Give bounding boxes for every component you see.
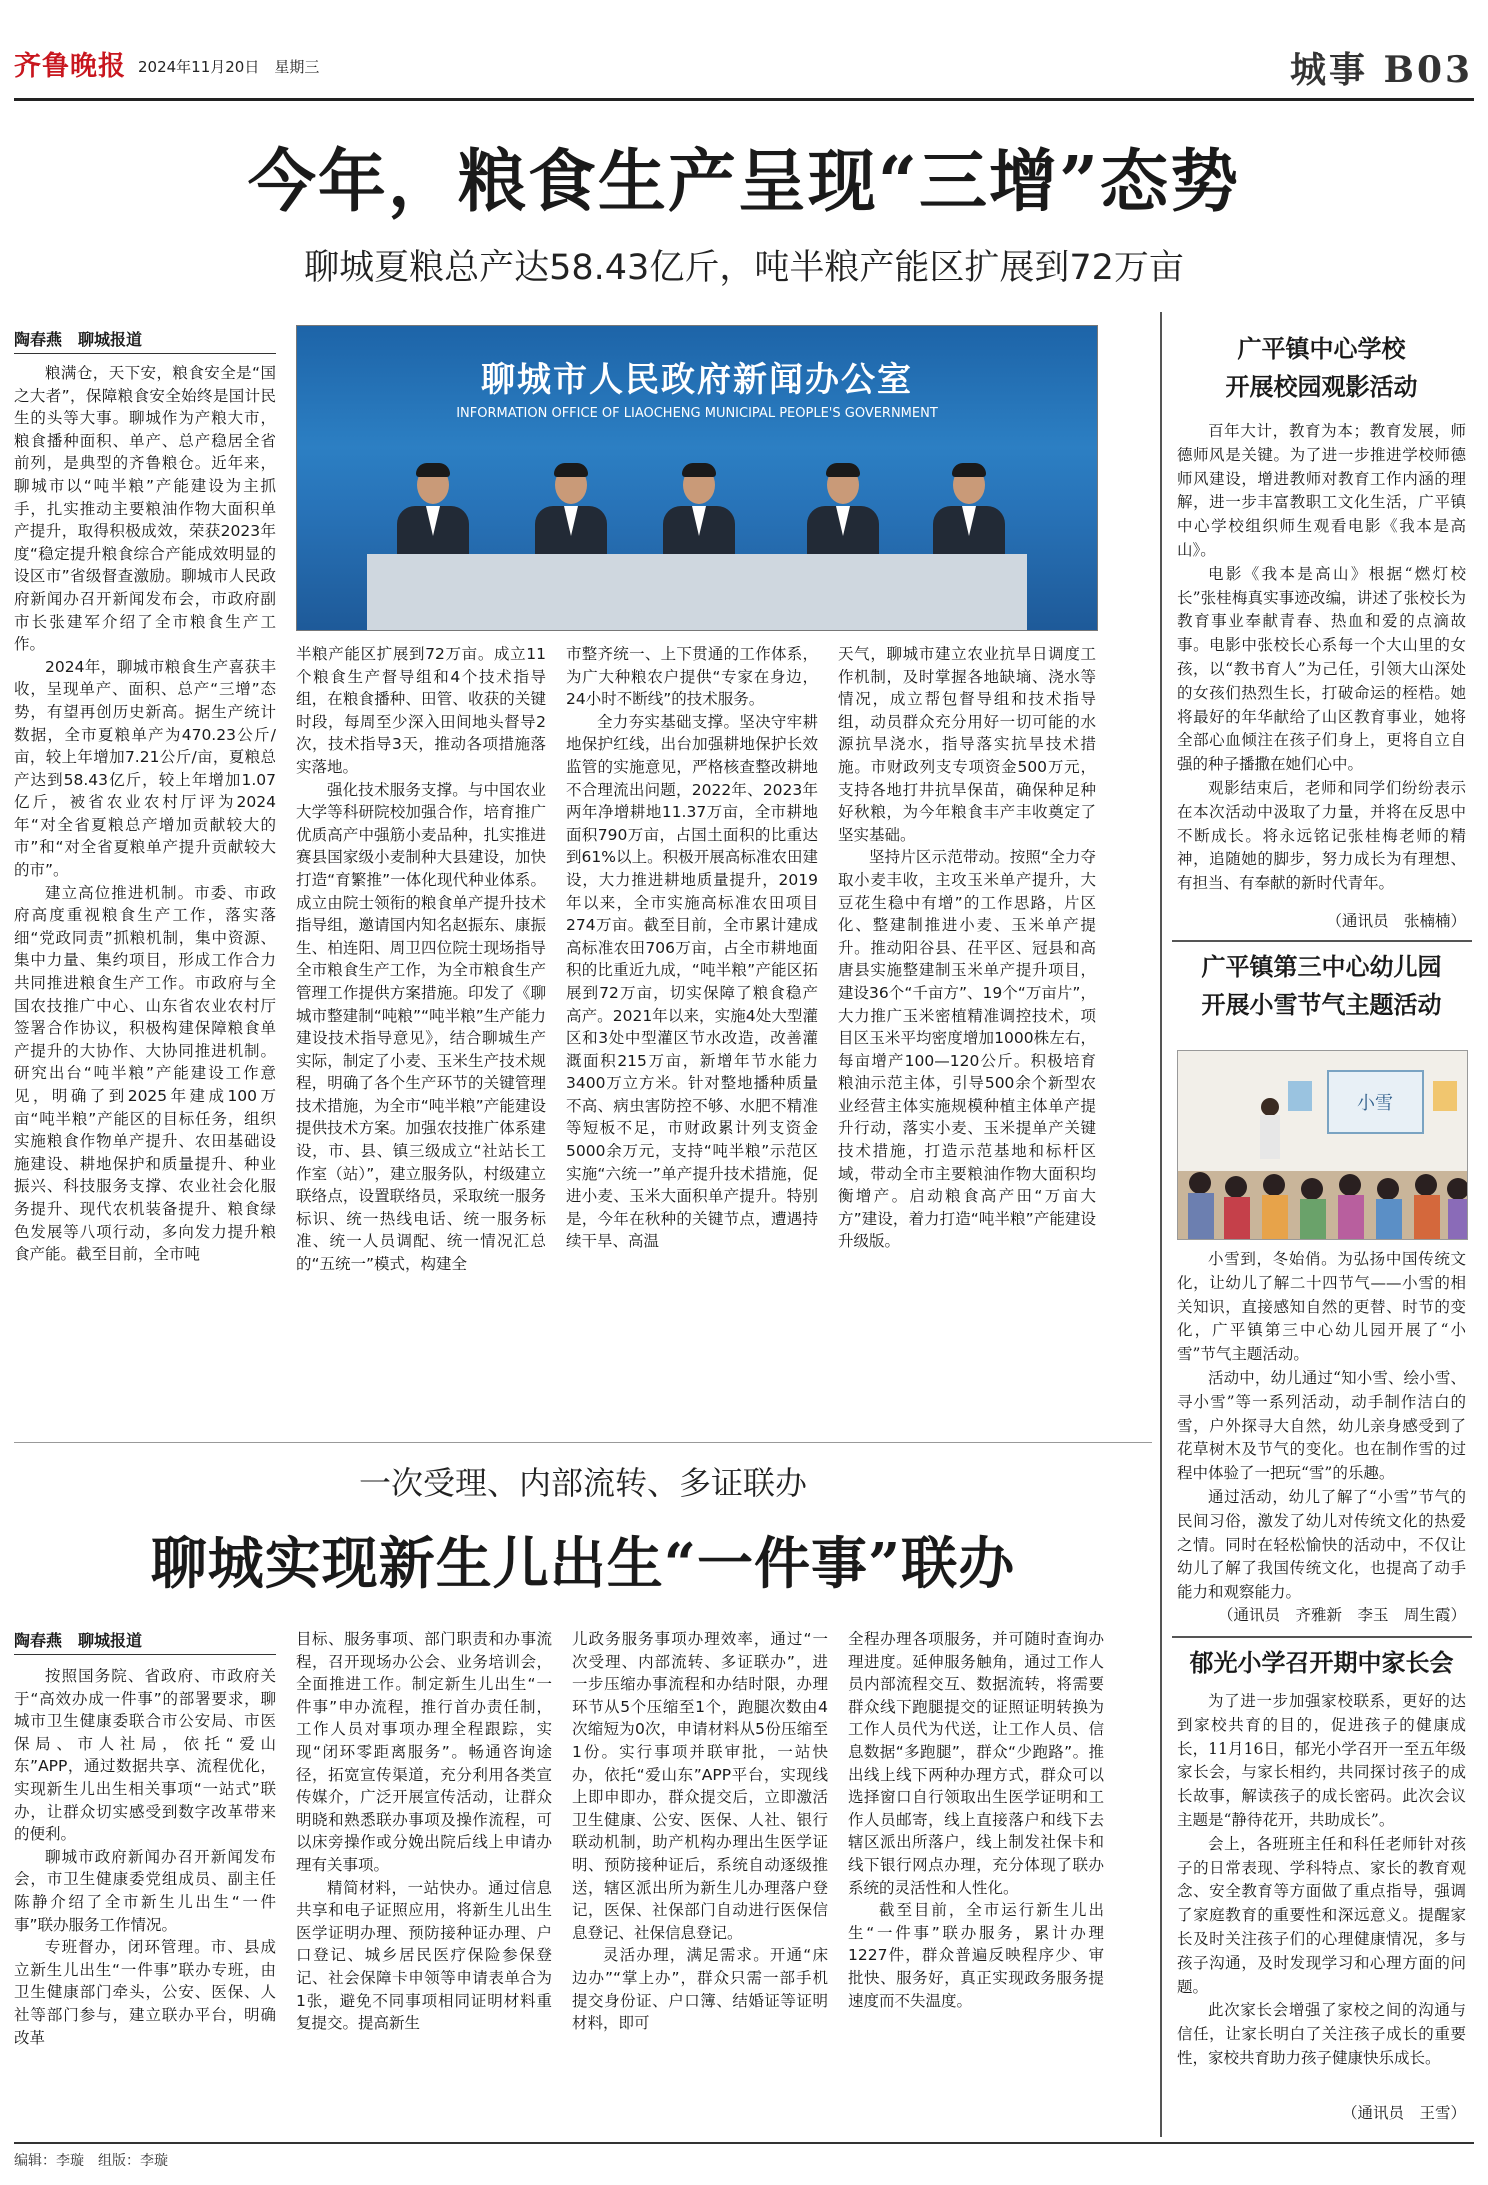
main-col-2 (296, 643, 546, 1433)
speaker-figure (663, 466, 733, 566)
paragraph: 此次家长会增强了家校之间的沟通与信任，让家长明白了关注孩子成长的重要性，家校共育助力孩子健康快乐成长。 (1177, 2001, 1466, 2067)
paragraph: 天气，聊城市建立农业抗旱日调度工作机制，及时掌握各地缺墒、浇水等情况，成立帮包督导组和技术指导组，动员群众充分用好一切可能的水源抗旱浇水，指导落实抗旱技术措施。市财政列支专项资金500万元，支持各地打井抗旱保苗，确保种足种好秋粮，为今年粮食丰产丰收奠定了坚实基础。 (838, 645, 1096, 844)
main-col-4 (838, 643, 1096, 1433)
speaker-figure (933, 466, 1003, 566)
second-col-1 (14, 1665, 276, 2137)
paragraph: 通过活动，幼儿了解了“小雪”节气的民间习俗，激发了幼儿对传统文化的热爱之情。同时在轻松愉快的活动中，不仅让幼儿了解了我国传统文化，也提高了动手能力和观察能力。 (1177, 1487, 1466, 1602)
paragraph: 精简材料，一站快办。通过信息共享和电子证照应用，将新生儿出生医学证明办理、预防接种证办理、户口登记、城乡居民医疗保险参保登记、社会保障卡申领等申请表单合为1张，避免不同事项相同证明材料重复提交。提高新生 (296, 1878, 552, 2033)
paragraph: 截至目前，全市运行新生儿出生“一件事”联办服务，累计办理1227件，群众普遍反映程序少、审批快、服务好，真正实现政务服务提速度而不失温度。 (848, 1901, 1104, 2010)
photo-backdrop-title: 聊城市人民政府新闻办公室 (481, 360, 913, 400)
sidebar-story3-credit: （通讯员 王雪） (1341, 2104, 1466, 2122)
sidebar-story2-headline (1170, 948, 1473, 1024)
paragraph: 2024年，聊城市粮食生产喜获丰收，呈现单产、面积、总产“三增”态势，有望再创历史新高。据生产统计数据，全市夏粮单产为470.23公斤/亩，较上年增加7.21公斤/亩，夏粮总产达到58.43亿斤，较上年增加1.07亿斤，被省农业农村厅评为2024年“对全省夏粮总产增加贡献较大的市”和“对全省夏粮单产提升贡献较大的市”。 (14, 657, 276, 880)
headline-line: 广平镇中心学校 (1237, 335, 1406, 363)
paragraph: 百年大计，教育为本；教育发展，师德师风是关键。为了进一步推进学校师德师风建设，增进教师对教育工作内涵的理解，进一步丰富教职工文化生活，广平镇中心学校组织师生观看电影《我本是高山》。 (1177, 422, 1466, 559)
second-col-3 (572, 1628, 828, 2137)
paragraph: 按照国务院、省政府、市政府关于“高效办成一件事”的部署要求，聊城市卫生健康委联合市公安局、市医保局、市人社局，依托“爱山东”APP，通过数据共享、流程优化，实现新生儿出生相关事项“一站式”联办，让群众切实感受到数字改革带来的便利。 (14, 1667, 276, 1844)
headline-line: 开展校园观影活动 (1225, 373, 1418, 401)
second-col-2 (296, 1628, 552, 2137)
paragraph: 聊城市政府新闻办召开新闻发布会，市卫生健康委党组成员、副主任陈静介绍了全市新生儿出生“一件事”联办服务工作情况。 (14, 1847, 276, 1934)
paragraph: 活动中，幼儿通过“知小雪、绘小雪、寻小雪”等一系列活动，动手制作洁白的雪，户外探寻大自然，幼儿亲身感受到了花草树木及节气的变化。也在制作雪的过程中体验了一把玩“雪”的乐趣。 (1177, 1368, 1466, 1483)
paragraph: 粮满仓，天下安，粮食安全是“国之大者”，保障粮食安全始终是国计民生的头等大事。聊城作为产粮大市，粮食播种面积、单产、总产稳居全省前列，是典型的齐鲁粮仓。近年来，聊城市以“吨半粮”产能建设为主抓手，扎实推动主要粮油作物大面积单产提升，取得积极成效，荣获2023年度“稳定提升粮食综合产能成效明显的设区市”省级督查激励。聊城市人民政府新闻办召开新闻发布会，市政府副市长张建军介绍了全市粮食生产工作。 (14, 364, 276, 654)
paragraph: 建立高位推进机制。市委、市政府高度重视粮食生产工作，落实落细“党政同责”抓粮机制，集中资源、集中力量、集约项目，形成工作合力共同推进粮食生产工作。市政府与全国农技推广中心、山东省农业农村厅签署合作协议，积极构建保障粮食单产提升的大协作、大协同推进机制。研究出台“吨半粮”产能建设工作意见，明确了到2025年建成100万亩“吨半粮”产能区的目标任务，组织实施粮食作物单产提升、农田基础设施建设、耕地保护和质量提升、种业振兴、科技服务支撑、农业社会化服务提升、现代农机装备提升、粮食绿色发展等八项行动，多向发力提升粮食产能。截至目前，全市吨 (14, 883, 276, 1264)
sidebar-divider (1172, 940, 1472, 942)
main-byline: 陶春燕 聊城报道 (14, 327, 276, 354)
sidebar-story1-credit: （通讯员 张楠楠） (1326, 912, 1466, 930)
sidebar-story2-credit: （通讯员 齐雅新 李玉 周生霞） (1217, 1606, 1466, 1624)
paragraph: 全力夯实基础支撑。坚决守牢耕地保护红线，出台加强耕地保护长效监管的实施意见，严格核查整改耕地不合理流出问题，2022年、2023年两年净增耕地11.37万亩，全市耕地面积790万亩，占国土面积的比重达到61%以上。积极开展高标准农田建设，大力推进耕地质量提升，2019年以来，全市实施高标准农田项目274万亩。截至目前，全市累计建成高标准农田706万亩，占全市耕地面积的比重近九成，“吨半粮”产能区拓展到72万亩，切实保障了粮食稳产高产。2021年以来，实施4处大型灌区和3处中型灌区节水改造，改善灌溉面积215万亩，新增年节水能力3400万立方米。针对整地播种质量不高、病虫害防控不够、水肥不精准等短板不足，市财政累计列支资金5000余万元，支持“吨半粮”示范区实施“六统一”单产提升技术措施，促进小麦、玉米大面积单产提升。特别是，今年在秋种的关键节点，遭遇持续干旱、高温 (566, 712, 818, 1251)
paragraph: 目标、服务事项、部门职责和办事流程，召开现场办公会、业务培训会，全面推进工作。制定新生儿出生“一件事”申办流程，推行首办责任制，工作人员对事项办理全程跟踪，实现“闭环零距离服务”。畅通咨询途径，拓宽宣传渠道，充分利用各类宣传媒介，广泛开展宣传活动，让群众明晓和熟悉联办事项及操作流程，可以床旁操作或分娩出院后线上申请办理有关事项。 (296, 1630, 552, 1874)
press-conference-photo (296, 325, 1098, 631)
masthead-rule (14, 98, 1474, 101)
editor-credit: 编辑：李璇 组版：李璇 (14, 2153, 168, 2169)
sidebar-story2-body (1177, 1248, 1466, 1604)
paragraph: 会上，各班班主任和科任老师针对孩子的日常表现、学科特点、家长的教育观念、安全教育等方面做了重点指导，强调了家庭教育的重要性和深远意义。提醒家长及时关注孩子们的心理健康情况，多与孩子沟通，及时发现学习和心理方面的问题。 (1177, 1834, 1466, 1996)
paragraph: 强化技术服务支撑。与中国农业大学等科研院校加强合作，培育推广优质高产中强筋小麦品种，扎实推进赛县国家级小麦制种大县建设，加快打造“育繁推”一体化现代种业体系。成立由院士领衔的粮食单产提升技术指导组，邀请国内知名赵振东、康振生、柏连阳、周卫四位院士现场指导全市粮食生产工作，为全市粮食生产管理工作提供方案措施。印发了《聊城市整建制“吨粮”“吨半粮”生产能力建设技术指导意见》，结合聊城生产实际，制定了小麦、玉米生产技术规程，明确了各个生产环节的关键管理技术措施，为全市“吨半粮”产能建设提供技术方案。加强农技推广体系建设，市、县、镇三级成立“社站长工作室（站）”，建立服务队，村级建立联络点，设置联络员，采取统一服务标识、统一热线电话、统一服务标准、统一人员调配、统一情况汇总的“五统一”模式，构建全 (296, 780, 546, 1274)
speaker-figure (807, 466, 877, 566)
paragraph: 电影《我本是高山》根据“燃灯校长”张桂梅真实事迹改编，讲述了张校长为教育事业奉献青春、热血和爱的点滴故事。电影中张校长心系每一个大山里的女孩，以“教书育人”为己任，引领大山深处的女孩们热烈生长，打破命运的桎梏。她将最好的年华献给了山区教育事业，她将全部心血倾注在孩子们身上，更将自立自强的种子播撒在她们心中。 (1177, 564, 1466, 774)
headline-line: 广平镇第三中心幼儿园 (1201, 953, 1442, 981)
footer-rule (14, 2142, 1474, 2144)
kindergarten-photo (1177, 1050, 1468, 1240)
newspaper-logo: 齐鲁晚报 (14, 51, 126, 82)
column-divider (1160, 312, 1162, 2137)
section-label: 城事 B03 (1290, 49, 1474, 91)
main-col-3 (566, 643, 818, 1433)
paragraph: 小雪到，冬始俏。为弘扬中国传统文化，让幼儿了解二十四节气——小雪的相关知识，直接感知自然的更替、时节的变化，广平镇第三中心幼儿园开展了“小雪”节气主题活动。 (1177, 1250, 1466, 1364)
sidebar-divider (1172, 1636, 1472, 1638)
photo-backdrop-subtitle: INFORMATION OFFICE OF LIAOCHENG MUNICIPAL PEOPLE'S GOVERNMENT (456, 406, 938, 421)
paragraph: 观影结束后，老师和同学们纷纷表示在本次活动中汲取了力量，并将在反思中不断成长。将永远铭记张桂梅老师的精神，追随她的脚步，努力成长为有理想、有担当、有奉献的新时代青年。 (1177, 778, 1466, 893)
conference-table (367, 554, 1027, 630)
kindergarten-scene (1178, 1051, 1467, 1239)
second-headline: 聊城实现新生儿出生“一件事”联办 (150, 1531, 1016, 1597)
sidebar-story1-headline (1177, 330, 1466, 406)
paragraph: 半粮产能区扩展到72万亩。成立11个粮食生产督导组和4个技术指导组，在粮食播种、田管、收获的关键时段，每周至少深入田间地头督导2次，技术指导3天，推动各项措施落实落地。 (296, 645, 546, 776)
second-byline: 陶春燕 聊城报道 (14, 1628, 276, 1655)
paragraph: 儿政务服务事项办理效率，通过“一次受理、内部流转、多证联办”，进一步压缩办事流程和办结时限，办理环节从5个压缩至1个，跑腿次数由4次缩短为0次，申请材料从5份压缩至1份。实行事项并联审批，一站快办，依托“爱山东”APP平台，实现线上即申即办，群众提交后，立即激活卫生健康、公安、医保、人社、银行联动机制，助产机构办理出生医学证明、预防接种证后，系统自动逐级推送，辖区派出所为新生儿办理落户登记，医保、社保部门自动进行医保信息登记、社保信息登记。 (572, 1630, 828, 1942)
main-headline: 今年，粮食生产呈现“三增”态势 (247, 142, 1241, 222)
sidebar-story3-headline: 郁光小学召开期中家长会 (1189, 1649, 1454, 1677)
headline-line: 开展小雪节气主题活动 (1201, 991, 1442, 1019)
second-col-4 (848, 1628, 1104, 2137)
issue-date: 2024年11月20日 星期三 (138, 58, 320, 76)
paragraph: 为了进一步加强家校联系，更好的达到家校共育的目的，促进孩子的健康成长，11月16日，郁光小学召开一至五年级家长会，与家长相约，共同探讨孩子的成长故事，解读孩子的成长密码。此次会议主题是“静待花开，共助成长”。 (1177, 1692, 1466, 1829)
speaker-figure (397, 466, 467, 566)
paragraph: 市整齐统一、上下贯通的工作体系，为广大种粮农户提供“专家在身边，24小时不断线”的技术服务。 (566, 645, 818, 709)
speaker-figure (535, 466, 605, 566)
second-kicker: 一次受理、内部流转、多证联办 (358, 1464, 807, 1502)
paragraph: 全程办理各项服务，并可随时查询办理进度。延伸服务触角，通过工作人员内部流程交互、数据流转，将需要群众线下跑腿提交的证照证明转换为工作人员代为代送，让工作人员、信息数据“多跑腿”，群众“少跑路”。推出线上线下两种办理方式，群众可以选择窗口自行领取出生医学证明和工作人员邮寄，线上直接落户和线下去辖区派出所落户，线上制发社保卡和线下银行网点办理，充分体现了联办系统的灵活性和人性化。 (848, 1630, 1104, 1897)
classroom-sign: 小雪 (1357, 1093, 1393, 1114)
sidebar-story1-body (1177, 420, 1466, 942)
main-subhead: 聊城夏粮总产达58.43亿斤，吨半粮产能区扩展到72万亩 (304, 248, 1184, 288)
story-divider (14, 1442, 1152, 1443)
paragraph: 灵活办理，满足需求。开通“床边办”“掌上办”，群众只需一部手机提交身份证、户口簿、结婚证等证明材料，即可 (572, 1946, 828, 2033)
main-col-1 (14, 362, 276, 1434)
paragraph: 专班督办，闭环管理。市、县成立新生儿出生“一件事”联办专班，由卫生健康部门牵头，公安、医保、人社等部门参与，建立联办平台，明确改革 (14, 1938, 276, 2047)
sidebar-story3-body (1177, 1690, 1466, 2090)
paragraph: 坚持片区示范带动。按照“全力夺取小麦丰收，主攻玉米单产提升，大豆花生稳中有增”的工作思路，片区化、整建制推进小麦、玉米单产提升。推动阳谷县、茌平区、冠县和高唐县实施整建制玉米单产提升项目，建设36个“千亩方”、19个“万亩片”，大力推广玉米密植精准调控技术，项目区玉米平均密度增加1000株左右，每亩增产100—120公斤。积极培育粮油示范主体，引导500余个新型农业经营主体实施规模种植主体单产提升行动，落实小麦、玉米提单产关键技术措施，打造示范基地和标杆区域，带动全市主要粮油作物大面积均衡增产。启动粮食高产田“万亩大方”建设，着力打造“吨半粮”产能建设升级版。 (838, 848, 1096, 1251)
